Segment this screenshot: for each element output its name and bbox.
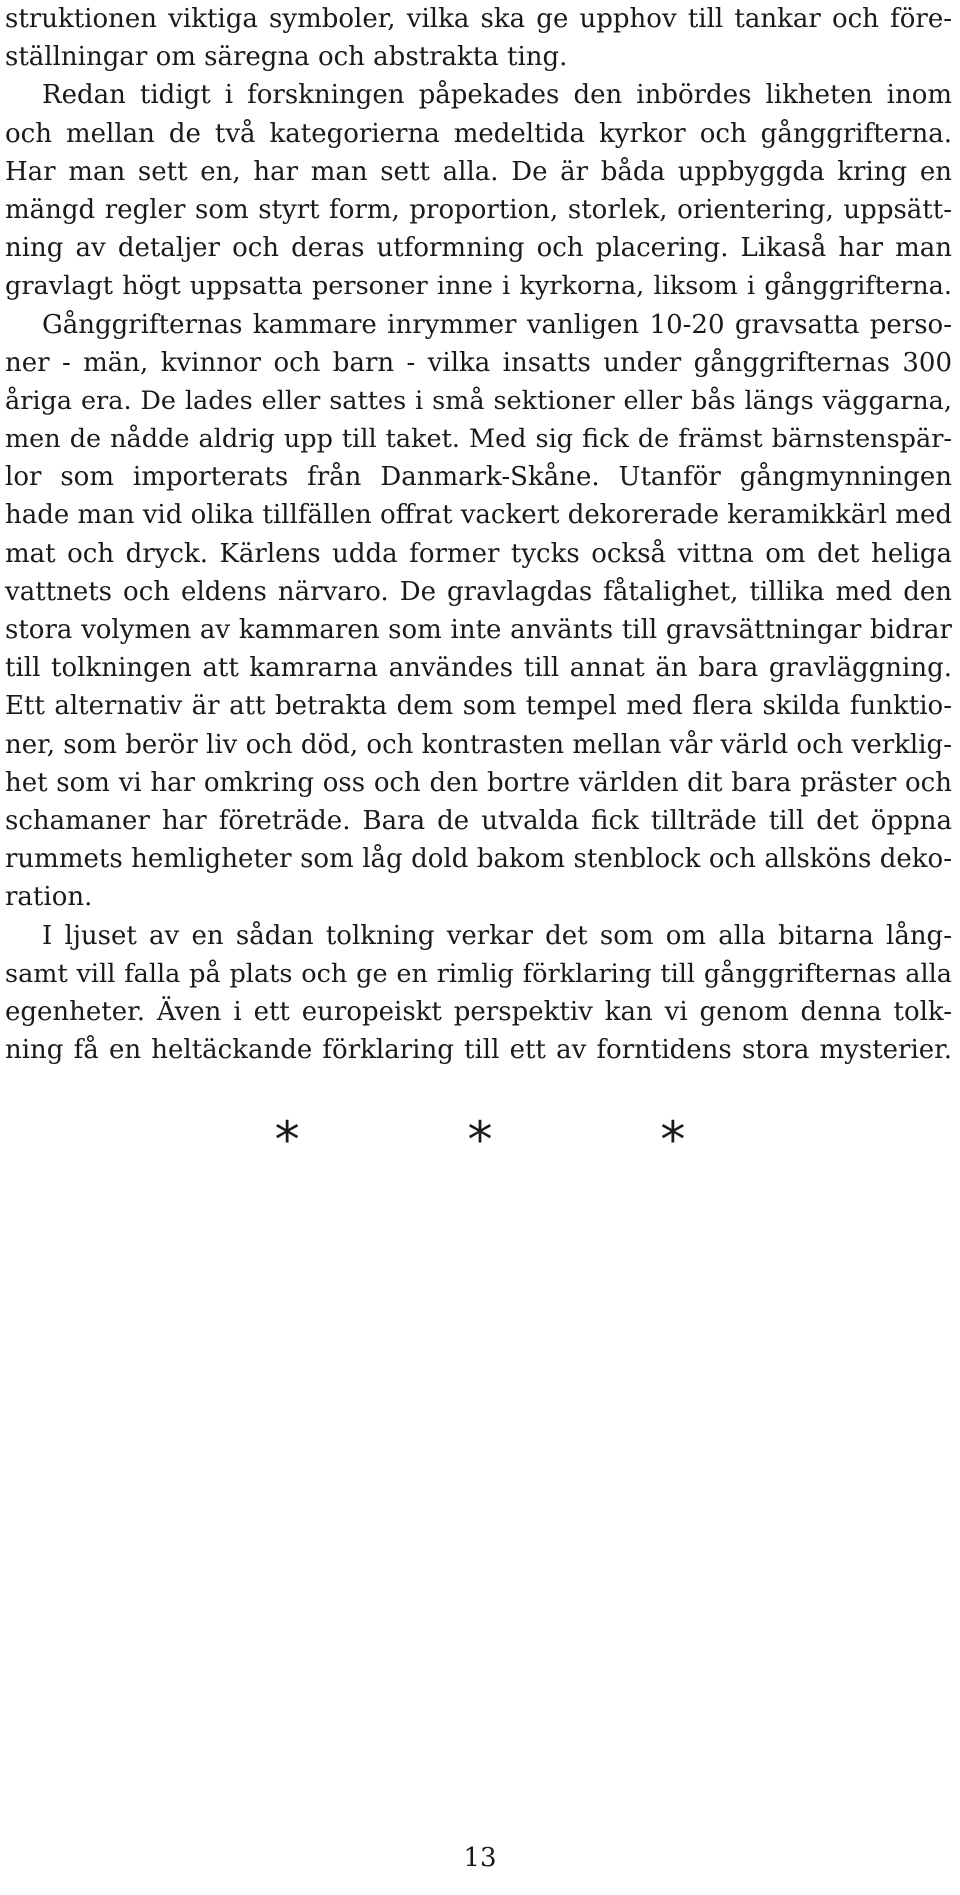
text-line: Gånggrifternas kammare inrymmer vanligen 10-20 gravsatta perso- [42, 309, 952, 340]
text-line: gravlagt högt uppsatta personer inne i kyrkorna, liksom i gånggrifterna. [5, 271, 952, 302]
text-line: Ett alternativ är att betrakta dem som tempel med flera skilda funktio- [5, 691, 952, 722]
text-line: I ljuset av en sådan tolkning verkar det som om alla bitarna lång- [42, 920, 952, 951]
text-line: ration. [5, 882, 93, 913]
text-line: lor som importerats från Danmark-Skåne. Utanför gångmynningen [5, 462, 952, 493]
text-line: mängd regler som styrt form, proportion, storlek, orientering, uppsätt- [5, 194, 952, 225]
text-line: Redan tidigt i forskningen påpekades den inbördes likheten inom [42, 80, 952, 111]
text-line: stora volymen av kammaren som inte använts till gravsättningar bidrar [5, 615, 952, 645]
page-body [5, 0, 952, 1069]
text-line: vattnets och eldens närvaro. De gravlagdas fåtalighet, tillika med den [5, 576, 952, 607]
page-number: 13 [463, 1843, 497, 1873]
text-line: men de nådde aldrig upp till taket. Med sig fick de främst bärnstenspär- [5, 424, 952, 455]
section-break-asterisks: * * * [274, 1111, 762, 1169]
text-line: ställningar om säregna och abstrakta ting. [5, 42, 568, 73]
text-line: åriga era. De lades eller sattes i små sektioner eller bås längs väggarna, [5, 385, 952, 416]
text-line: schamaner har företräde. Bara de utvalda fick tillträde till det öppna [5, 805, 952, 836]
text-line: ning av detaljer och deras utformning och placering. Likaså har man [5, 233, 952, 264]
text-line: het som vi har omkring oss och den bortre världen dit bara präster och [5, 767, 952, 798]
text-line: mat och dryck. Kärlens udda former tycks också vittna om det heliga [5, 538, 952, 569]
text-line: ning få en heltäckande förklaring till ett av forntidens stora mysterier. [5, 1035, 952, 1066]
text-line: ner, som berör liv och död, och kontrasten mellan vår värld och verklig- [5, 729, 952, 760]
text-line: rummets hemligheter som låg dold bakom stenblock och allsköns deko- [5, 844, 952, 875]
text-line: samt vill falla på plats och ge en rimlig förklaring till gånggrifternas alla [5, 958, 952, 989]
text-line: Har man sett en, har man sett alla. De är båda uppbyggda kring en [5, 156, 952, 187]
text-line: hade man vid olika tillfällen offrat vackert dekorerade keramikkärl med [5, 500, 952, 531]
text-line: egenheter. Även i ett europeiskt perspektiv kan vi genom denna tolk- [5, 996, 952, 1027]
text-line: till tolkningen att kamrarna användes till annat än bara gravläggning. [5, 653, 952, 684]
text-line: ner - män, kvinnor och barn - vilka insatts under gånggrifternas 300 [5, 347, 952, 378]
text-line: och mellan de två kategorierna medeltida kyrkor och gånggrifterna. [5, 118, 952, 149]
text-line: struktionen viktiga symboler, vilka ska ge upphov till tankar och före- [5, 4, 952, 34]
